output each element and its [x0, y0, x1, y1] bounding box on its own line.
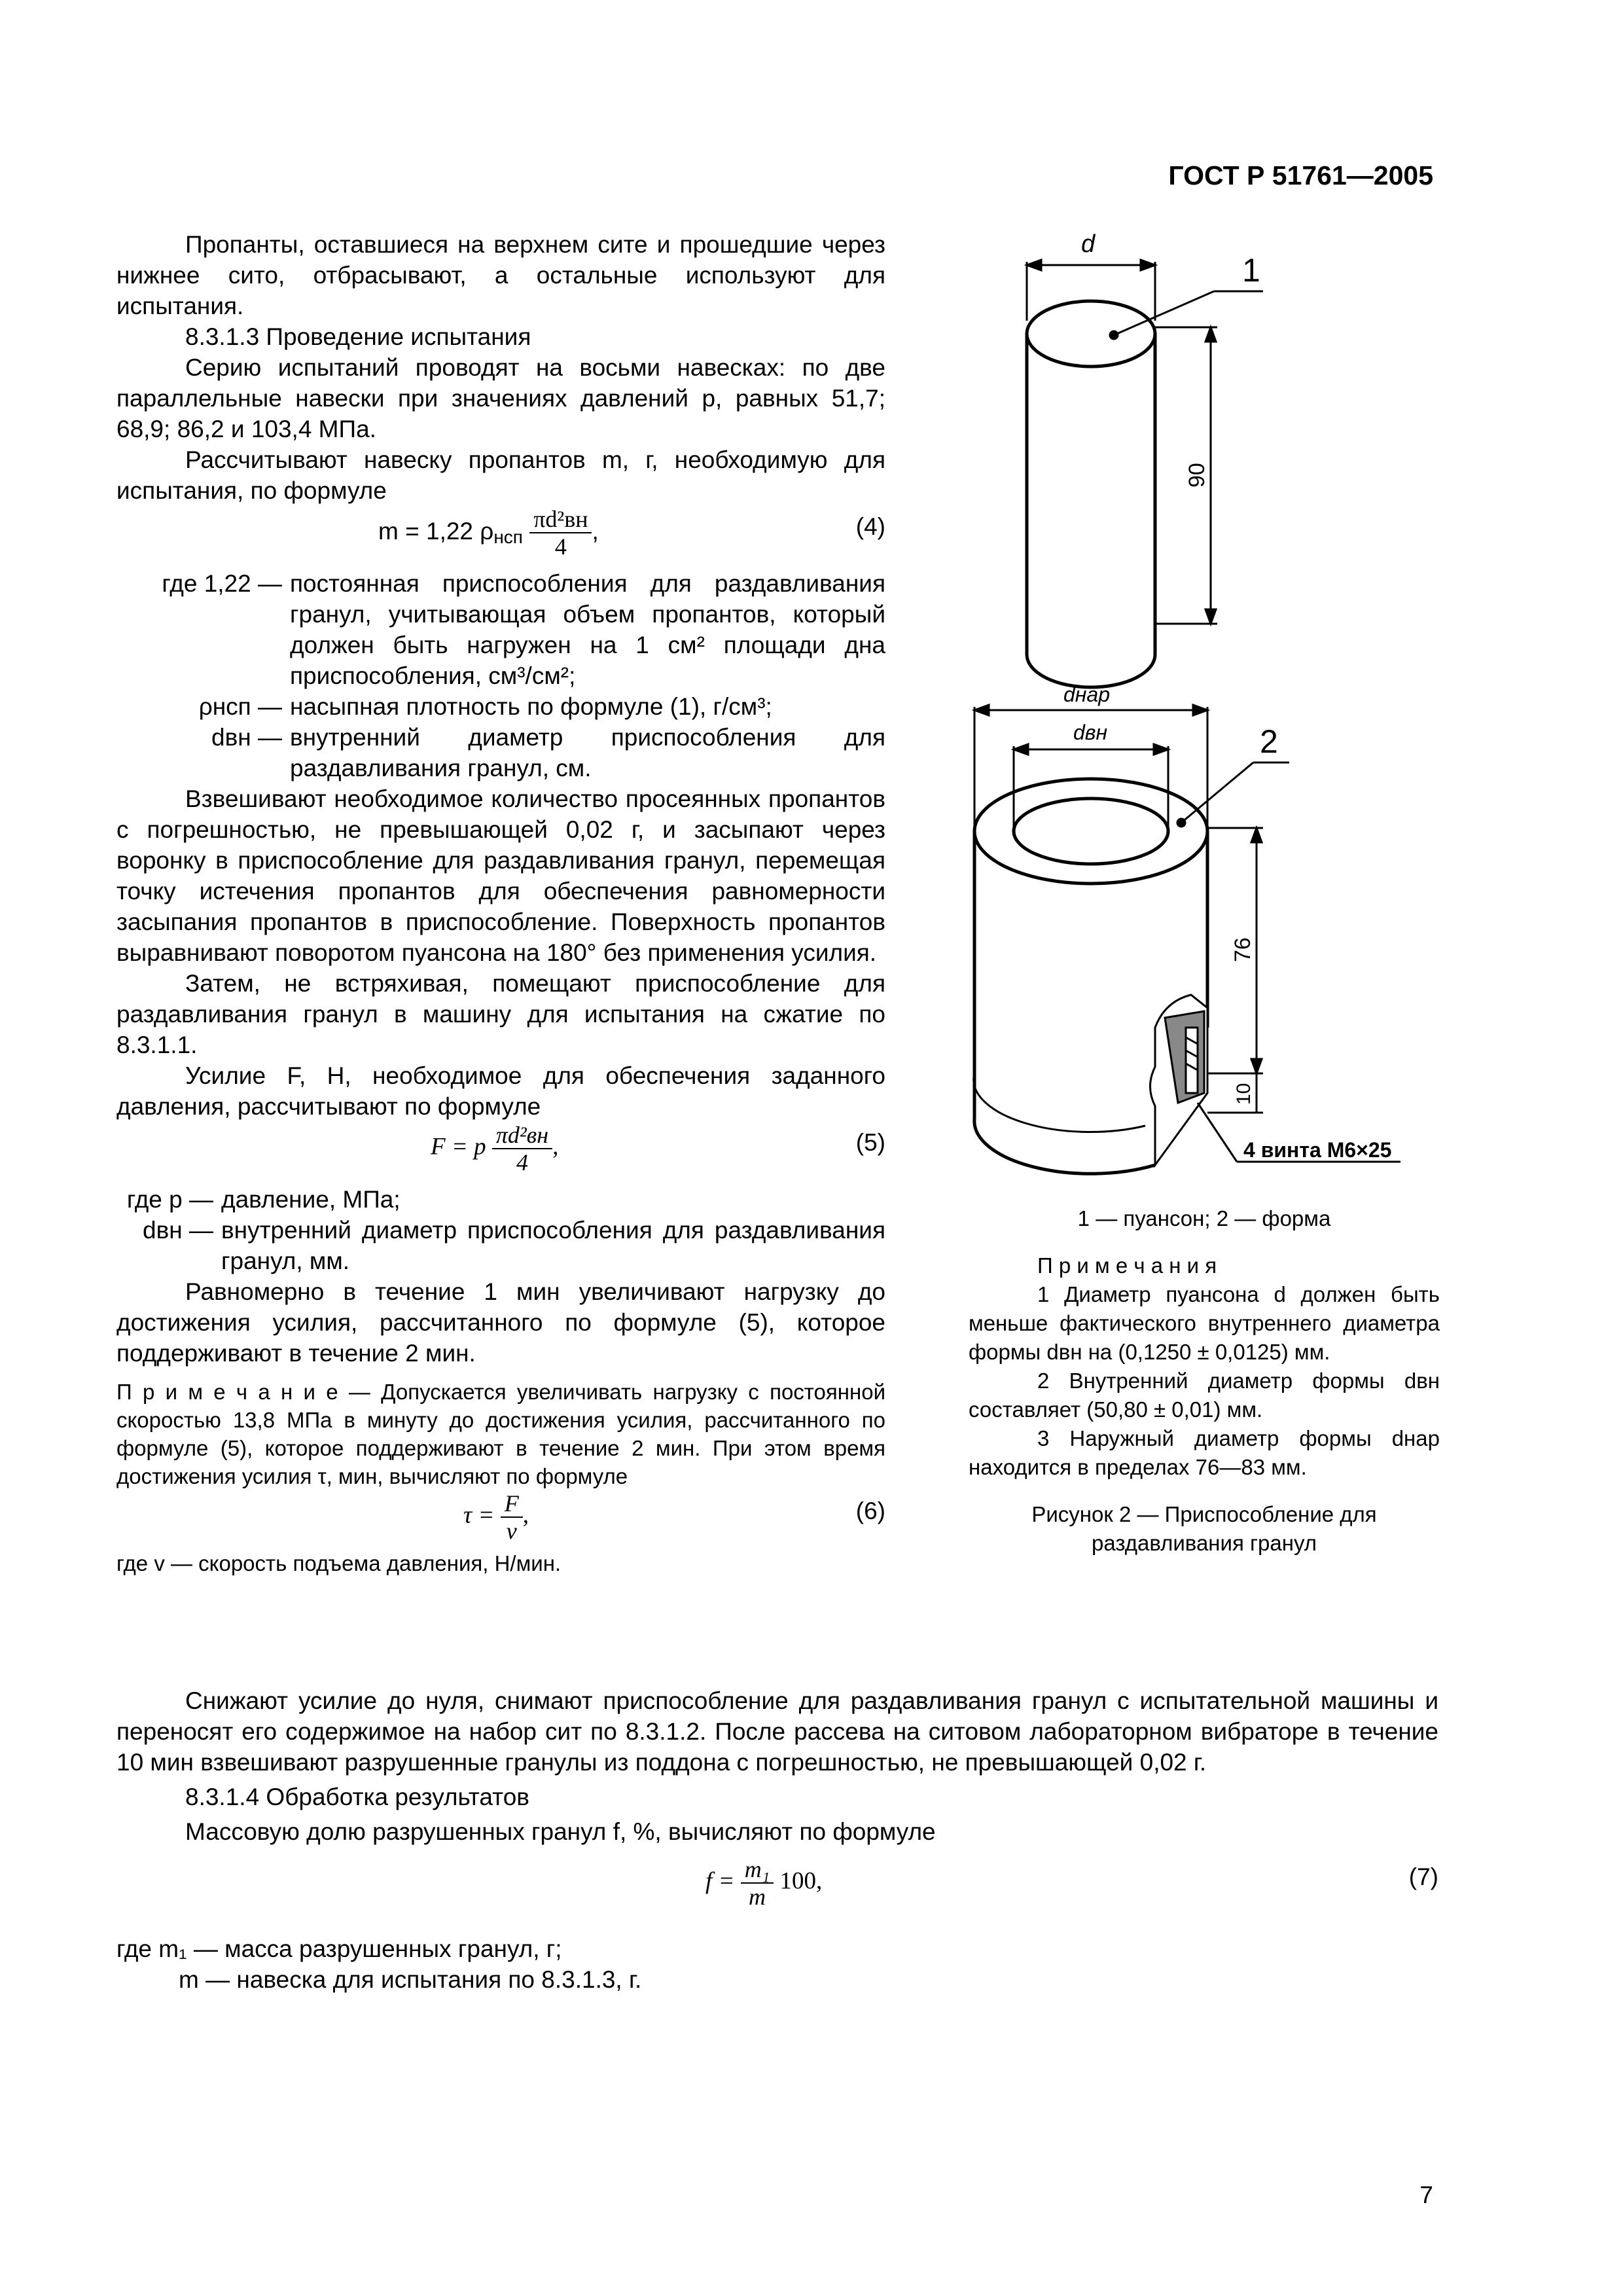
figure-note-3: 3 Наружный диаметр формы dнар находится в пределах 76—83 мм. — [969, 1426, 1440, 1479]
paragraph-2: Серию испытаний проводят на восьми навесках: по две параллельные навески при значениях давлений p, равных 51,7; 68,9; 86,2 и 103,4 МПа. — [116, 354, 885, 442]
formula-5-number: (5) — [855, 1129, 885, 1156]
definition-term: где 1,22 — — [162, 570, 282, 597]
formula-5-fraction — [492, 1122, 552, 1175]
formula-7-left: f = — [705, 1867, 735, 1895]
formula-4-sub: нсп — [493, 526, 523, 547]
formula-7-denominator: m — [749, 1884, 766, 1910]
form-bottom-line — [974, 1073, 1145, 1132]
formula-7-fraction — [741, 1856, 774, 1910]
figure-note-1: 1 Диаметр пуансона d должен быть меньше фактического внутреннего диаметра формы dвн на (0,1250 ± 0,0125) мм. — [969, 1282, 1440, 1364]
formula-4-left: m = 1,22 ρ — [378, 517, 494, 545]
bottom-section — [116, 1685, 1438, 1995]
figure-caption-block — [969, 1204, 1440, 1558]
definition-description: давление, МПа; — [221, 1186, 401, 1213]
definition-description: постоянная приспособления для раздавливания гранул, учитывающая объем пропантов, который должен быть нагружен на 1 см² площади дна приспособления, см³/см²; — [290, 570, 885, 689]
definition-row — [116, 722, 885, 783]
figure-label-10: 10 — [1233, 1083, 1255, 1105]
figure-note-2: 2 Внутренний диаметр формы dвн составляет (50,80 ± 0,01) мм. — [969, 1369, 1440, 1422]
formula-6 — [116, 1490, 885, 1549]
formula-7-number: (7) — [1408, 1863, 1438, 1890]
formula-4-denominator: 4 — [554, 533, 567, 560]
figure-label-76: 76 — [1230, 937, 1255, 962]
figure-label-2: 2 — [1260, 723, 1278, 760]
section-8314-heading: 8.3.1.4 Обработка результатов — [185, 1784, 529, 1810]
definition-term: dвн — — [143, 1217, 213, 1244]
formula-6-fraction — [501, 1490, 523, 1544]
figure-legend: 1 — пуансон; 2 — форма — [1077, 1206, 1331, 1230]
note-paragraph — [116, 1378, 885, 1490]
paragraph-6: Усилие F, Н, необходимое для обеспечения заданного давления, рассчитывают по формуле — [116, 1062, 885, 1120]
figure-label-1: 1 — [1242, 252, 1260, 289]
definitions-formula-4 — [116, 568, 885, 783]
definition-row — [116, 568, 885, 691]
page-number: 7 — [1419, 2181, 1433, 2208]
definition-description: внутренний диаметр приспособления для раздавливания гранул, мм. — [221, 1217, 885, 1274]
formula-6-tail: , — [522, 1501, 529, 1529]
formula-5-numerator: πd²вн — [492, 1122, 552, 1149]
definition-term: где p — — [126, 1186, 213, 1213]
figure-label-dvn: dвн — [1073, 721, 1108, 744]
paragraph-5: Затем, не встряхивая, помещают приспособление для раздавливания гранул в машину для испытания на сжатие по 8.3.1.1. — [116, 970, 885, 1058]
figure-notes-title: П р и м е ч а н и я — [1037, 1253, 1217, 1278]
paragraph-4: Взвешивают необходимое количество просеянных пропантов с погрешностью, не превышающей 0,02 г, и засыпают через воронку в приспособление для раздавливания гранул, перемещая точку истечения пропантов для обеспечения равномерности засыпания пропантов в приспособление. Поверхность пропантов выравнивают поворотом пуансона на 180° без применения усилия. — [116, 785, 885, 966]
formula-7-numerator: m₁ — [741, 1856, 774, 1884]
formula-4 — [116, 506, 885, 568]
formula-5 — [116, 1122, 885, 1184]
definition-description: насыпная плотность по формуле (1), г/см³; — [290, 693, 772, 720]
figure-label-screws: 4 винта М6×25 — [1243, 1138, 1392, 1162]
definition-term: ρнсп — — [198, 693, 282, 720]
formula-6-numerator: F — [501, 1490, 523, 1518]
formula-4-number: (4) — [855, 513, 885, 540]
figure-label-d: d — [1081, 230, 1096, 258]
formula-4-numerator: πd²вн — [529, 506, 592, 533]
form-inner-top — [1014, 798, 1168, 864]
definition-m: m — навеска для испытания по 8.3.1.3, г. — [179, 1966, 642, 1993]
left-column — [116, 229, 885, 1577]
formula-6-left: τ = — [463, 1501, 495, 1529]
paragraph-9: Массовую долю разрушенных гранул f, %, вычисляют по формуле — [185, 1818, 936, 1845]
figure-label-dnar: dнар — [1063, 683, 1110, 706]
paragraph-1: Пропанты, оставшиеся на верхнем сите и прошедшие через нижнее сито, отбрасывают, а остальные используют для испытания. — [116, 231, 885, 319]
definition-m1: где m₁ — масса разрушенных гранул, г; — [116, 1935, 562, 1962]
formula-6-denominator: v — [506, 1518, 517, 1544]
paragraph-3: Рассчитывают навеску пропантов m, г, необходимую для испытания, по формуле — [116, 446, 885, 504]
definitions-formula-5 — [116, 1184, 885, 1276]
figure-label-90: 90 — [1185, 463, 1209, 488]
figure-caption: Рисунок 2 — Приспособление для раздавливания гранул — [1031, 1502, 1377, 1555]
punch-top-ellipse — [1027, 301, 1155, 367]
definition-row — [116, 1215, 885, 1276]
figure-2-drawing — [929, 223, 1453, 1191]
formula-5-tail: , — [552, 1133, 559, 1160]
definition-row — [116, 691, 885, 722]
formula-4-tail: , — [592, 517, 599, 545]
formula-7 — [116, 1856, 1438, 1928]
definition-v: где v — скорость подъема давления, Н/мин. — [116, 1551, 562, 1575]
formula-5-denominator: 4 — [516, 1149, 528, 1175]
section-8313-heading: 8.3.1.3 Проведение испытания — [185, 323, 531, 350]
formula-7-tail: 100, — [779, 1867, 823, 1895]
paragraph-7: Равномерно в течение 1 мин увеличивают нагрузку до достижения усилия, рассчитанного по формуле (5), которое поддерживают в течение 2 мин. — [116, 1278, 885, 1367]
note-text: Допускается увеличивать нагрузку с постоянной скоростью 13,8 МПа в минуту до достижения усилия, рассчитанного по формуле (5), которое поддерживают в течение 2 мин. При этом время достижения усилия τ, мин, вычисляют по формуле — [116, 1380, 885, 1488]
note-label: П р и м е ч а н и е — — [116, 1380, 370, 1404]
form-outer-top — [974, 779, 1207, 884]
definition-row — [116, 1184, 885, 1215]
form-cutaway-section — [1150, 995, 1208, 1165]
document-header: ГОСТ Р 51761—2005 — [1168, 160, 1433, 190]
definition-description: внутренний диаметр приспособления для раздавливания гранул, см. — [290, 724, 885, 781]
definition-term: dвн — — [211, 724, 282, 751]
form-bottom-arc — [974, 1119, 1155, 1174]
formula-6-number: (6) — [855, 1498, 885, 1524]
paragraph-8: Снижают усилие до нуля, снимают приспособление для раздавливания гранул с испытательной машины и переносят его содержимое на набор сит по 8.3.1.2. После рассева на ситовом лабораторном вибраторе в течение 10 мин взвешивают разрушенные гранулы из поддона с погрешностью, не превышающей 0,02 г. — [116, 1687, 1438, 1776]
formula-4-fraction — [529, 506, 592, 560]
formula-5-left: F = p — [431, 1133, 486, 1160]
